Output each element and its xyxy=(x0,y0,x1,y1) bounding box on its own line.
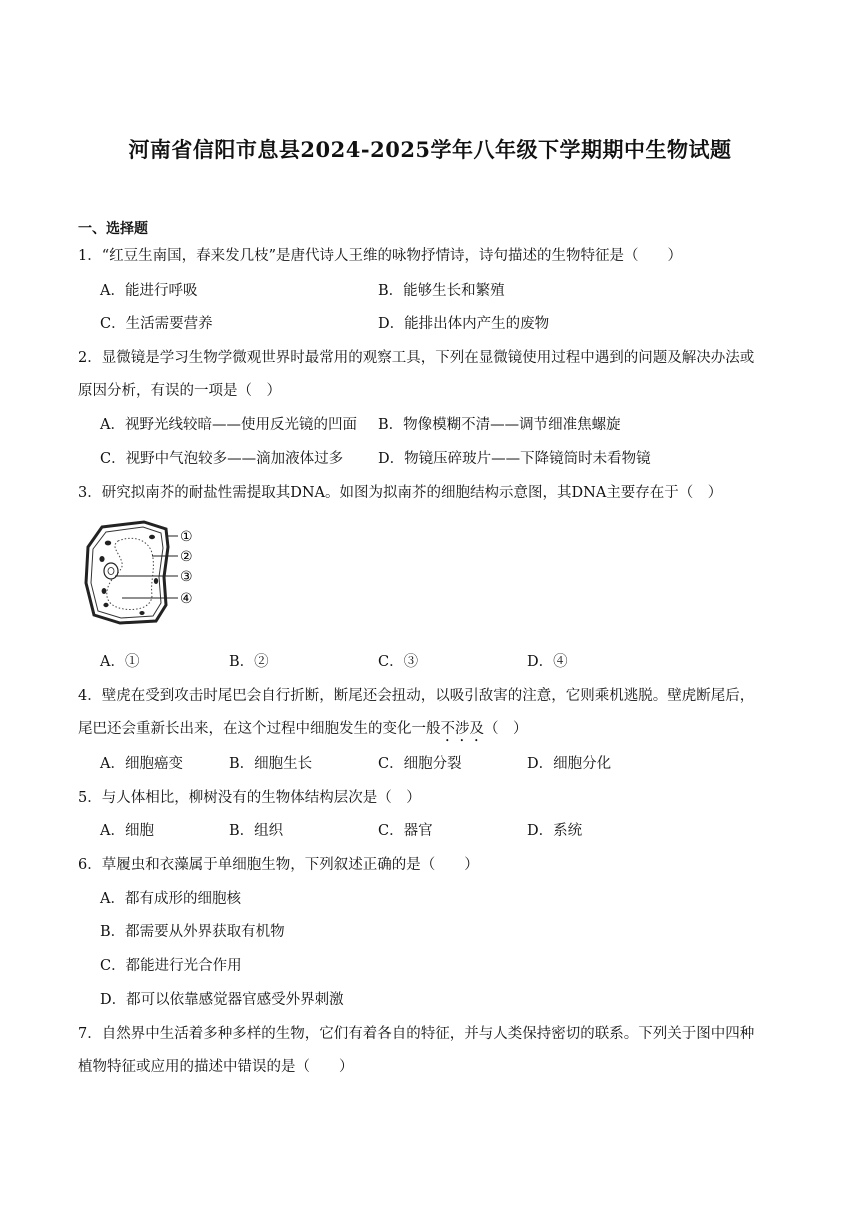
question-6-option-c[interactable]: C．都能进行光合作用 xyxy=(100,958,242,974)
chloroplast xyxy=(99,556,104,562)
cell-membrane xyxy=(91,527,163,618)
label-1: ① xyxy=(180,529,193,545)
question-3-stem: 3．研究拟南芥的耐盐性需提取其DNA。如图为拟南芥的细胞结构示意图，其DNA主要存在于（ ） xyxy=(78,485,723,501)
label-2: ② xyxy=(180,549,193,565)
question-4-option-c[interactable]: C．细胞分裂 xyxy=(378,756,462,772)
question-2-option-b[interactable]: B．物像模糊不清——调节细准焦螺旋 xyxy=(378,417,621,433)
question-3-option-c[interactable]: C．③ xyxy=(378,654,419,670)
question-2-option-c[interactable]: C．视野中气泡较多——滴加液体过多 xyxy=(100,451,344,467)
nucleus xyxy=(104,563,118,579)
question-1-option-a[interactable]: A．能进行呼吸 xyxy=(100,283,198,299)
chloroplast xyxy=(154,578,158,584)
question-5-option-c[interactable]: C．器官 xyxy=(378,823,433,839)
chloroplast xyxy=(103,603,108,607)
question-5-option-a[interactable]: A．细胞 xyxy=(100,823,154,839)
question-6-option-a[interactable]: A．都有成形的细胞核 xyxy=(100,891,241,907)
question-6-option-d[interactable]: D．都可以依靠感觉器官感受外界刺激 xyxy=(100,992,344,1008)
question-4-stem-line-2: 尾巴还会重新长出来，在这个过程中细胞发生的变化一般不涉及（ ） xyxy=(78,721,528,737)
question-4-option-a[interactable]: A．细胞癌变 xyxy=(100,756,183,772)
label-3: ③ xyxy=(180,569,193,585)
question-5-stem: 5．与人体相比，柳树没有的生物体结构层次是（ ） xyxy=(78,790,421,806)
question-4-stem-line-1: 4．壁虎在受到攻击时尾巴会自行折断，断尾还会扭动，以吸引敌害的注意，它则乘机逃脱。壁虎断尾后， xyxy=(78,688,755,704)
question-6-option-b[interactable]: B．都需要从外界获取有机物 xyxy=(100,924,285,940)
question-1-option-b[interactable]: B．能够生长和繁殖 xyxy=(378,283,505,299)
question-5-option-d[interactable]: D．系统 xyxy=(527,823,583,839)
question-2-option-d[interactable]: D．物镜压碎玻片——下降镜筒时未看物镜 xyxy=(378,451,651,467)
question-3-option-b[interactable]: B．② xyxy=(229,654,269,670)
question-2-stem-line-2: 原因分析，有误的一项是（ ） xyxy=(78,383,281,399)
question-4-option-d[interactable]: D．细胞分化 xyxy=(527,756,612,772)
question-7-stem-line-1: 7．自然界中生活着多种多样的生物，它们有着各自的特征，并与人类保持密切的联系。下列关于图中四种 xyxy=(78,1026,755,1042)
question-1-option-d[interactable]: D．能排出体内产生的废物 xyxy=(378,316,550,332)
chloroplast xyxy=(102,588,107,594)
question-3-option-a[interactable]: A．① xyxy=(100,654,140,670)
question-4-option-b[interactable]: B．细胞生长 xyxy=(229,756,313,772)
chloroplast xyxy=(139,611,144,615)
question-1-stem: 1．“红豆生南国，春来发几枝”是唐代诗人王维的咏物抒情诗，诗句描述的生物特征是（ ） xyxy=(78,248,683,264)
question-1-option-c[interactable]: C．生活需要营养 xyxy=(100,316,213,332)
label-4: ④ xyxy=(180,591,193,607)
question-2-stem-line-1: 2．显微镜是学习生物学微观世界时最常用的观察工具，下列在显微镜使用过程中遇到的问题及解决办法或 xyxy=(78,350,755,366)
question-5-option-b[interactable]: B．组织 xyxy=(229,823,284,839)
cell-wall xyxy=(86,522,168,623)
question-6-stem: 6．草履虫和衣藻属于单细胞生物，下列叙述正确的是（ ） xyxy=(78,857,479,873)
page-title: 河南省信阳市息县2024-2025学年八年级下学期期中生物试题 xyxy=(128,137,732,162)
chloroplast xyxy=(105,541,111,546)
question-2-option-a[interactable]: A．视野光线较暗——使用反光镜的凹面 xyxy=(100,417,357,433)
chloroplast xyxy=(149,535,155,539)
question-3-option-d[interactable]: D．④ xyxy=(527,654,568,670)
plant-cell-diagram xyxy=(82,519,200,627)
section-heading: 一、选择题 xyxy=(78,221,148,237)
emphasis-text: 不涉及 xyxy=(440,721,484,737)
question-7-stem-line-2: 植物特征或应用的描述中错误的是（ ） xyxy=(78,1059,354,1075)
